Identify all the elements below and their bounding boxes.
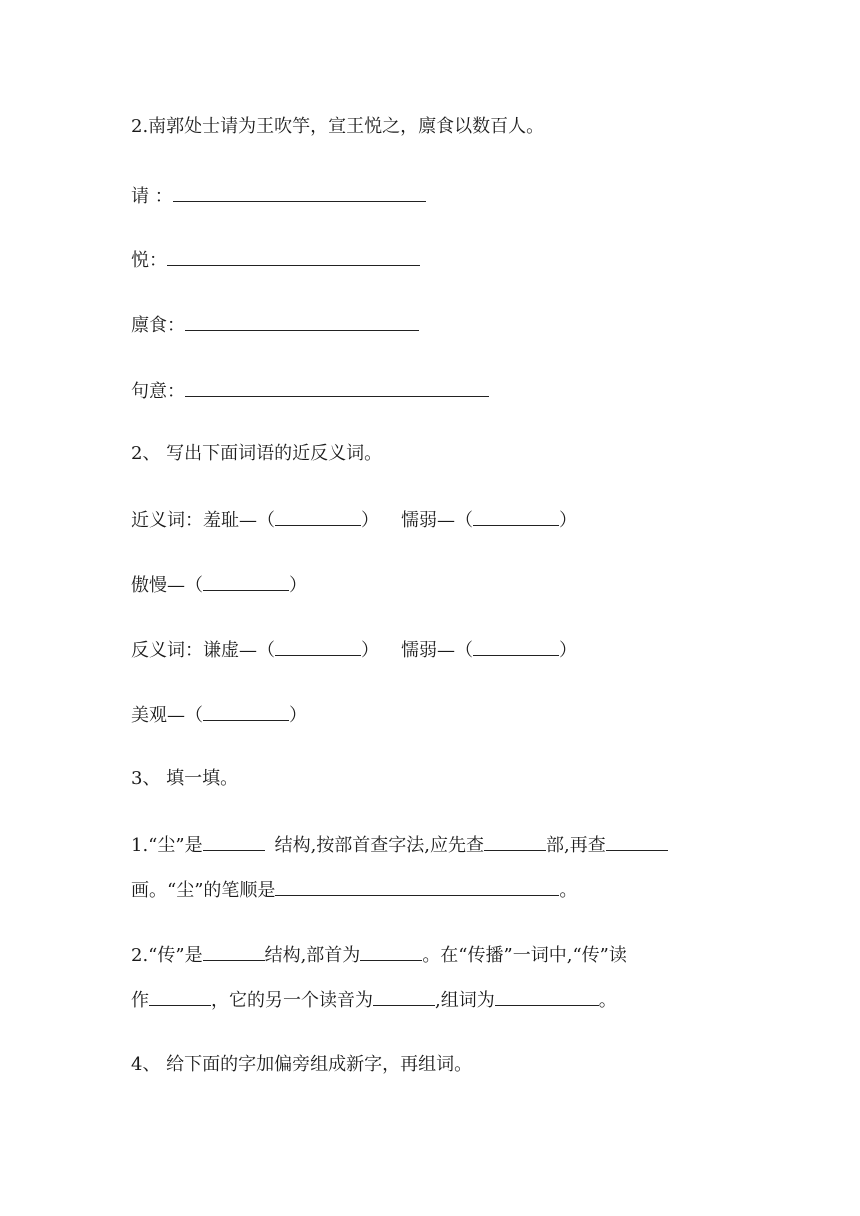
- item1-blank-stroke-order[interactable]: [275, 877, 559, 896]
- item2-part-d: 作: [131, 990, 149, 1011]
- answer-blank-juyi[interactable]: [185, 378, 489, 397]
- sentence-text: 2.南郭处士请为王吹竽，宣王悦之，廪食以数百人。: [131, 116, 545, 137]
- label-yue: 悦：: [131, 250, 167, 271]
- answer-row-yue: [131, 247, 420, 273]
- answer-blank-linshi[interactable]: [185, 312, 419, 331]
- close-paren: ）: [559, 640, 577, 661]
- syn-word-2: 懦弱—（: [401, 510, 473, 531]
- ant-blank-3[interactable]: [203, 702, 289, 721]
- syn-blank-1[interactable]: [275, 507, 361, 526]
- question-sentence: [131, 115, 544, 139]
- item2-part-c: 。在“传播”一词中,“传”读: [422, 945, 627, 966]
- item1-part-d: 画。“尘”的笔顺是: [131, 880, 276, 901]
- close-paren: ）: [361, 510, 379, 531]
- syn-word-3: 傲慢—（: [131, 575, 203, 596]
- antonym-label: 反义词：: [131, 640, 203, 661]
- syn-blank-2[interactable]: [473, 507, 559, 526]
- section4-heading: [131, 1053, 472, 1077]
- section2-heading: [131, 442, 382, 466]
- item2-part-f: ,组词为: [435, 990, 495, 1011]
- ant-word-2: 懦弱—（: [401, 640, 473, 661]
- ant-blank-1[interactable]: [275, 637, 361, 656]
- item2-blank-other-reading[interactable]: [373, 987, 435, 1006]
- item1-part-c: 部,再查: [546, 835, 606, 856]
- item1-end: 。: [559, 880, 578, 901]
- item2-end: 。: [598, 990, 617, 1011]
- fill-item-1-line-1: [131, 832, 668, 858]
- close-paren: ）: [361, 640, 379, 661]
- close-paren: ）: [289, 575, 307, 596]
- item1-blank-radical[interactable]: [484, 832, 546, 851]
- synonym-row: [131, 507, 577, 533]
- synonym-label: 近义词：: [131, 510, 203, 531]
- close-paren: ）: [289, 705, 307, 726]
- item2-part-a: 2.“传”是: [131, 945, 203, 966]
- antonym-row: [131, 637, 577, 663]
- item2-part-b: 结构,部首为: [264, 945, 361, 966]
- syn-word-1: 羞耻—（: [203, 510, 275, 531]
- item2-blank-structure[interactable]: [203, 942, 265, 961]
- section2-heading-text: 2、 写出下面词语的近反义词。: [131, 443, 383, 464]
- antonym-row-2: [131, 702, 307, 728]
- ant-blank-2[interactable]: [473, 637, 559, 656]
- answer-row-juyi: [131, 378, 489, 404]
- item1-part-a: 1.“尘”是: [131, 835, 203, 856]
- synonym-row-2: [131, 572, 307, 598]
- label-juyi: 句意：: [131, 381, 185, 402]
- item1-part-b: 结构,按部首查字法,应先查: [274, 835, 485, 856]
- item2-blank-radical[interactable]: [360, 942, 422, 961]
- section4-heading-text: 4、 给下面的字加偏旁组成新字，再组词。: [131, 1054, 473, 1075]
- item2-blank-reading[interactable]: [149, 987, 211, 1006]
- label-qing: 请 ：: [131, 186, 173, 207]
- syn-blank-3[interactable]: [203, 572, 289, 591]
- item2-blank-word[interactable]: [495, 987, 599, 1006]
- close-paren: ）: [559, 510, 577, 531]
- answer-row-linshi: [131, 312, 419, 338]
- fill-item-2-line-2: [131, 987, 617, 1013]
- fill-item-2-line-1: [131, 942, 627, 968]
- ant-word-3: 美观—（: [131, 705, 203, 726]
- answer-row-qing: [131, 183, 426, 209]
- label-linshi: 廪食：: [131, 315, 185, 336]
- item2-part-e: ，它的另一个读音为: [211, 990, 373, 1011]
- item1-blank-structure[interactable]: [203, 832, 265, 851]
- section3-heading: [131, 767, 238, 791]
- fill-item-1-line-2: [131, 877, 577, 903]
- item1-blank-strokes[interactable]: [606, 832, 668, 851]
- answer-blank-yue[interactable]: [167, 247, 420, 266]
- section3-heading-text: 3、 填一填。: [131, 768, 239, 789]
- answer-blank-qing[interactable]: [173, 183, 426, 202]
- ant-word-1: 谦虚—（: [203, 640, 275, 661]
